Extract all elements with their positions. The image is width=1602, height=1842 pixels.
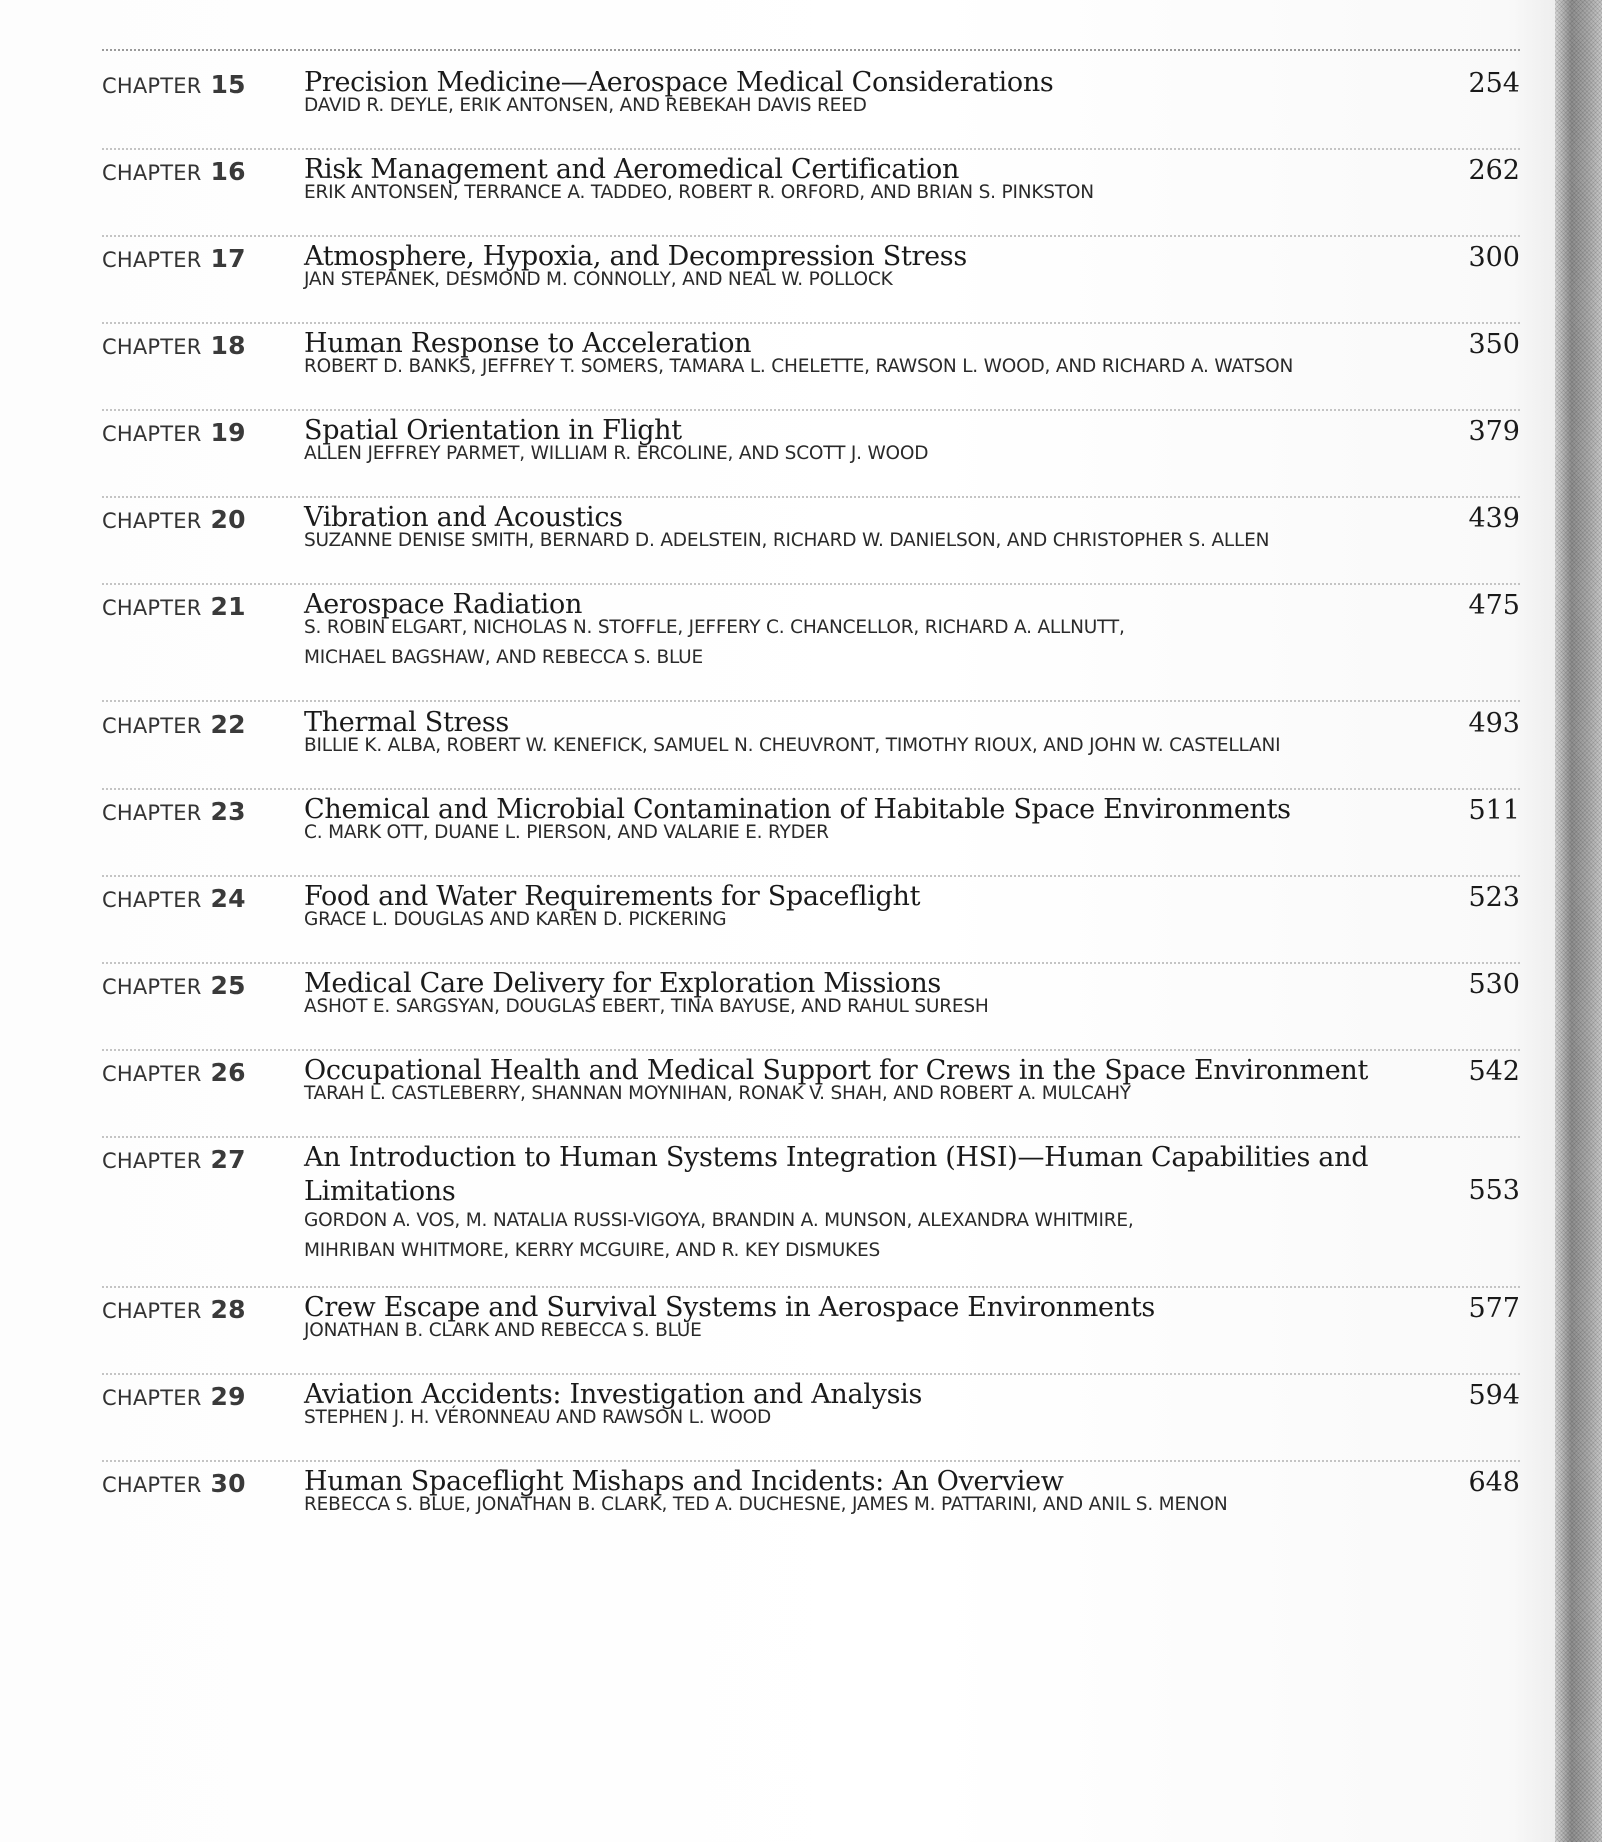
chapter-label — [102, 971, 246, 1000]
chapter-authors: ALLEN JEFFREY PARMET, WILLIAM R. ERCOLINE, AND SCOTT J. WOOD — [304, 443, 929, 464]
chapter-word: CHAPTER — [102, 801, 202, 825]
entry-divider — [102, 583, 1520, 585]
page-number[interactable]: 523 — [1468, 882, 1520, 913]
chapter-number: 26 — [210, 1058, 246, 1087]
chapter-authors: DAVID R. DEYLE, ERIK ANTONSEN, AND REBEKAH DAVIS REED — [304, 95, 867, 116]
chapter-number: 22 — [210, 710, 246, 739]
page-number[interactable]: 475 — [1468, 590, 1520, 621]
chapter-title[interactable]: Human Spaceflight Mishaps and Incidents: An Overview — [304, 1466, 1064, 1497]
chapter-label — [102, 1295, 246, 1324]
entry-divider — [102, 409, 1520, 411]
chapter-word: CHAPTER — [102, 422, 202, 446]
chapter-number: 29 — [210, 1382, 246, 1411]
entry-divider — [102, 1136, 1520, 1138]
chapter-authors: MICHAEL BAGSHAW, AND REBECCA S. BLUE — [304, 647, 704, 668]
chapter-word: CHAPTER — [102, 1299, 202, 1323]
page-number[interactable]: 553 — [1468, 1175, 1520, 1206]
chapter-number: 21 — [210, 592, 246, 621]
page-number[interactable]: 594 — [1468, 1380, 1520, 1411]
chapter-label — [102, 1145, 246, 1174]
chapter-title[interactable]: Thermal Stress — [304, 707, 509, 738]
entry-divider — [102, 1460, 1520, 1462]
page-number[interactable]: 542 — [1468, 1056, 1520, 1087]
chapter-word: CHAPTER — [102, 161, 202, 185]
entry-divider — [102, 496, 1520, 498]
entry-divider — [102, 1286, 1520, 1288]
chapter-label — [102, 884, 246, 913]
chapter-authors: JONATHAN B. CLARK AND REBECCA S. BLUE — [304, 1320, 702, 1341]
chapter-number: 18 — [210, 331, 246, 360]
chapter-word: CHAPTER — [102, 335, 202, 359]
chapter-label — [102, 331, 246, 360]
chapter-authors: JAN STEPANEK, DESMOND M. CONNOLLY, AND NEAL W. POLLOCK — [304, 269, 893, 290]
chapter-title[interactable]: Aviation Accidents: Investigation and Analysis — [304, 1379, 923, 1410]
chapter-number: 23 — [210, 797, 246, 826]
chapter-title[interactable]: Medical Care Delivery for Exploration Missions — [304, 968, 941, 999]
chapter-number: 27 — [210, 1145, 246, 1174]
chapter-word: CHAPTER — [102, 509, 202, 533]
chapter-number: 30 — [210, 1469, 246, 1498]
chapter-label — [102, 1058, 246, 1087]
chapter-authors: ASHOT E. SARGSYAN, DOUGLAS EBERT, TINA BAYUSE, AND RAHUL SURESH — [304, 996, 989, 1017]
entry-divider — [102, 1049, 1520, 1051]
chapter-authors: GORDON A. VOS, M. NATALIA RUSSI-VIGOYA, BRANDIN A. MUNSON, ALEXANDRA WHITMIRE, — [304, 1210, 1134, 1231]
chapter-label — [102, 1469, 246, 1498]
chapter-word: CHAPTER — [102, 888, 202, 912]
chapter-label — [102, 592, 246, 621]
chapter-number: 20 — [210, 505, 246, 534]
chapter-title[interactable]: Aerospace Radiation — [304, 589, 583, 620]
chapter-label — [102, 244, 246, 273]
chapter-title[interactable]: Chemical and Microbial Contamination of Habitable Space Environments — [304, 794, 1291, 825]
page-number[interactable]: 577 — [1468, 1293, 1520, 1324]
chapter-title[interactable]: Risk Management and Aeromedical Certification — [304, 154, 960, 185]
chapter-title[interactable]: Crew Escape and Survival Systems in Aerospace Environments — [304, 1292, 1155, 1323]
chapter-title[interactable]: An Introduction to Human Systems Integration (HSI)—Human Capabilities and Limitations — [304, 1142, 1369, 1207]
entry-divider — [102, 322, 1520, 324]
chapter-title[interactable]: Food and Water Requirements for Spaceflight — [304, 881, 921, 912]
chapter-word: CHAPTER — [102, 1149, 202, 1173]
top-divider — [102, 49, 1520, 51]
entry-divider — [102, 788, 1520, 790]
chapter-word: CHAPTER — [102, 975, 202, 999]
chapter-title[interactable]: Precision Medicine—Aerospace Medical Considerations — [304, 67, 1054, 98]
entry-divider — [102, 875, 1520, 877]
chapter-authors: MIHRIBAN WHITMORE, KERRY MCGUIRE, AND R. KEY DISMUKES — [304, 1240, 881, 1261]
page-number[interactable]: 300 — [1468, 242, 1520, 273]
chapter-title[interactable]: Human Response to Acceleration — [304, 328, 752, 359]
page-number[interactable]: 379 — [1468, 416, 1520, 447]
entry-divider — [102, 700, 1520, 702]
chapter-authors: ERIK ANTONSEN, TERRANCE A. TADDEO, ROBERT R. ORFORD, AND BRIAN S. PINKSTON — [304, 182, 1094, 203]
entry-divider — [102, 148, 1520, 150]
chapter-authors: BILLIE K. ALBA, ROBERT W. KENEFICK, SAMUEL N. CHEUVRONT, TIMOTHY RIOUX, AND JOHN W. CASTELLANI — [304, 735, 1281, 756]
chapter-authors: SUZANNE DENISE SMITH, BERNARD D. ADELSTEIN, RICHARD W. DANIELSON, AND CHRISTOPHER S. ALLEN — [304, 530, 1270, 551]
chapter-label — [102, 1382, 246, 1411]
page-number[interactable]: 439 — [1468, 503, 1520, 534]
chapter-title[interactable]: Spatial Orientation in Flight — [304, 415, 682, 446]
entry-divider — [102, 962, 1520, 964]
chapter-authors: C. MARK OTT, DUANE L. PIERSON, AND VALARIE E. RYDER — [304, 822, 829, 843]
chapter-number: 16 — [210, 157, 246, 186]
chapter-label — [102, 418, 246, 447]
chapter-label — [102, 157, 246, 186]
entry-divider — [102, 1373, 1520, 1375]
chapter-number: 24 — [210, 884, 246, 913]
chapter-label — [102, 797, 246, 826]
chapter-label — [102, 70, 246, 99]
chapter-number: 19 — [210, 418, 246, 447]
chapter-title[interactable]: Vibration and Acoustics — [304, 502, 623, 533]
page-number[interactable]: 493 — [1468, 708, 1520, 739]
chapter-title[interactable]: Occupational Health and Medical Support for Crews in the Space Environment — [304, 1055, 1369, 1086]
chapter-word: CHAPTER — [102, 596, 202, 620]
chapter-word: CHAPTER — [102, 1473, 202, 1497]
chapter-authors: STEPHEN J. H. VÉRONNEAU AND RAWSON L. WOOD — [304, 1407, 771, 1428]
chapter-number: 25 — [210, 971, 246, 1000]
chapter-authors: S. ROBIN ELGART, NICHOLAS N. STOFFLE, JEFFERY C. CHANCELLOR, RICHARD A. ALLNUTT, — [304, 617, 1125, 638]
page-number[interactable]: 648 — [1468, 1467, 1520, 1498]
page-number[interactable]: 254 — [1468, 68, 1520, 99]
chapter-word: CHAPTER — [102, 1062, 202, 1086]
page-number[interactable]: 511 — [1468, 795, 1520, 826]
chapter-number: 17 — [210, 244, 246, 273]
book-spine-shadow — [1555, 0, 1602, 1842]
entry-divider — [102, 235, 1520, 237]
chapter-label — [102, 505, 246, 534]
chapter-title[interactable]: Atmosphere, Hypoxia, and Decompression Stress — [304, 241, 967, 272]
chapter-word: CHAPTER — [102, 74, 202, 98]
chapter-label — [102, 710, 246, 739]
chapter-authors: ROBERT D. BANKS, JEFFREY T. SOMERS, TAMARA L. CHELETTE, RAWSON L. WOOD, AND RICHARD A. WATSON — [304, 356, 1294, 377]
chapter-word: CHAPTER — [102, 1386, 202, 1410]
chapter-authors: TARAH L. CASTLEBERRY, SHANNAN MOYNIHAN, RONAK V. SHAH, AND ROBERT A. MULCAHY — [304, 1083, 1131, 1104]
chapter-word: CHAPTER — [102, 248, 202, 272]
page-number[interactable]: 262 — [1468, 155, 1520, 186]
chapter-authors: REBECCA S. BLUE, JONATHAN B. CLARK, TED A. DUCHESNE, JAMES M. PATTARINI, AND ANIL S. MENON — [304, 1494, 1228, 1515]
chapter-authors: GRACE L. DOUGLAS AND KAREN D. PICKERING — [304, 909, 727, 930]
chapter-number: 15 — [210, 70, 246, 99]
chapter-word: CHAPTER — [102, 714, 202, 738]
page-number[interactable]: 350 — [1468, 329, 1520, 360]
page-number[interactable]: 530 — [1468, 969, 1520, 1000]
chapter-number: 28 — [210, 1295, 246, 1324]
